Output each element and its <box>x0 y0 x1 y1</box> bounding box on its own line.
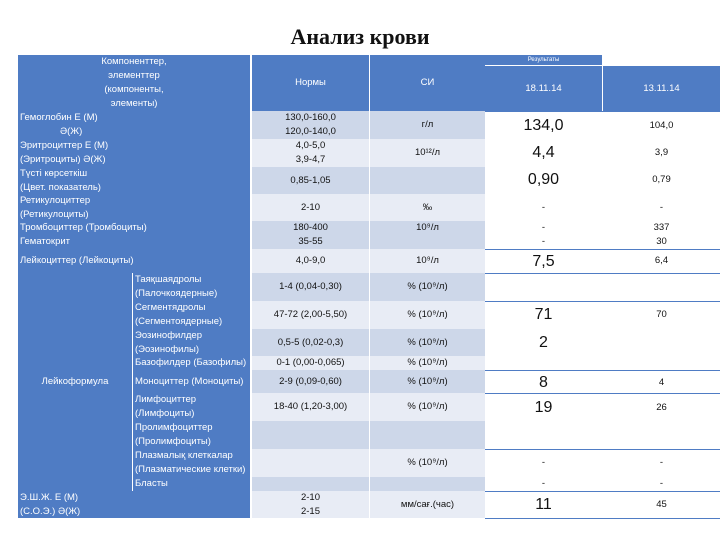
unit-monocytes: % (10⁹/л) <box>370 370 485 393</box>
row-name-hemoglobin: Гемоглобин Е (М) Ә(Ж) <box>18 111 250 139</box>
value-1-blasts: - <box>541 478 546 489</box>
value-1-esr: 11 <box>535 496 552 513</box>
value-2-hemoglobin: 104,0 <box>649 120 674 131</box>
header-date-2: 13.11.14 <box>603 66 720 111</box>
row-divider <box>485 449 720 450</box>
norm-erythrocytes: 4,0-5,0 3,9-4,7 <box>252 139 369 167</box>
unit-color-index <box>370 167 485 194</box>
header-date-1: 18.11.14 <box>485 66 602 111</box>
unit-segmented: % (10⁹/л) <box>370 301 485 329</box>
value-2-esr: 45 <box>656 499 667 510</box>
value-2-plasma-cells: - <box>659 457 664 468</box>
norm-reticulocytes: 2-10 <box>252 194 369 221</box>
row-name-basophils: Базофилдер (Базофилы) <box>133 356 250 370</box>
norm-blasts <box>252 477 369 491</box>
value-1-lymphocytes: 19 <box>534 399 553 416</box>
value-2-monocytes: 4 <box>658 376 665 388</box>
value-2-color-index: 0,79 <box>652 173 671 185</box>
value-2-lymphocytes: 26 <box>656 402 667 413</box>
row-name-lymphocytes: Лимфоциттер (Лимфоциты) <box>133 393 250 421</box>
header-norms: Нормы <box>252 55 369 111</box>
value-2-segmented: 70 <box>656 309 667 320</box>
value-1-hemoglobin: 134,0 <box>523 117 564 134</box>
row-name-prolymphocytes: Пролимфоциттер (Пролимфоциты) <box>133 421 250 449</box>
value-2-reticulocytes: - <box>659 201 664 213</box>
norm-plasma-cells <box>252 449 369 477</box>
value-1-reticulocytes: - <box>541 201 546 213</box>
row-name-erythrocytes: Эритроциттер Е (М) (Эритроциты) Ә(Ж) <box>18 139 250 167</box>
page-title: Анализ крови <box>290 24 430 49</box>
value-2-platelets: 337 <box>653 222 670 233</box>
norm-prolymphocytes <box>252 421 369 449</box>
row-divider <box>485 301 720 302</box>
norm-platelets: 180-400 <box>252 221 369 235</box>
norm-segmented: 47-72 (2,00-5,50) <box>252 301 369 329</box>
unit-platelets: 10⁹/л <box>370 221 485 235</box>
unit-esr: мм/сағ.(час) <box>370 491 485 518</box>
unit-stab: % (10⁹/л) <box>370 273 485 301</box>
unit-hematocrit <box>370 235 485 249</box>
row-name-blasts: Бласты <box>133 477 250 491</box>
row-name-eosinophils: Эозинофилдер (Эозинофилы) <box>133 329 250 356</box>
norm-leukocytes: 4,0-9,0 <box>252 249 369 273</box>
norm-esr: 2-10 2-15 <box>252 491 369 518</box>
unit-erythrocytes: 10¹²/л <box>370 139 485 167</box>
unit-basophils: % (10⁹/л) <box>370 356 485 370</box>
value-1-eosinophils: 2 <box>539 333 548 351</box>
row-divider <box>485 393 720 394</box>
value-1-plasma-cells: - <box>541 457 546 468</box>
leukoformula-label: Лейкоформула <box>18 273 132 491</box>
unit-eosinophils: % (10⁹/л) <box>370 329 485 356</box>
norm-hemoglobin: 130,0-160,0 120,0-140,0 <box>252 111 369 139</box>
norm-basophils: 0-1 (0,00-0,065) <box>252 356 369 370</box>
value-1-segmented: 71 <box>534 306 553 323</box>
unit-blasts <box>370 477 485 491</box>
unit-prolymphocytes <box>370 421 485 449</box>
value-1-color-index: 0,90 <box>527 170 560 188</box>
header-components: Компоненттер, элементтер (компоненты, элементы) <box>18 55 250 111</box>
unit-hemoglobin: г/л <box>370 111 485 139</box>
norm-eosinophils: 0,5-5 (0,02-0,3) <box>252 329 369 356</box>
row-divider <box>485 491 720 492</box>
row-name-reticulocytes: Ретикулоциттер (Ретикулоциты) <box>18 194 250 221</box>
row-name-monocytes: Моноциттер (Моноциты) <box>133 370 250 393</box>
norm-hematocrit: 35-55 <box>252 235 369 249</box>
row-name-segmented: Сегментядролы (Сегментоядерные) <box>133 301 250 329</box>
row-divider <box>485 273 720 274</box>
row-name-hematocrit: Гематокрит <box>18 235 250 249</box>
row-name-leukocytes: Лейкоциттер (Лейкоциты) <box>18 249 250 273</box>
unit-leukocytes: 10⁹/л <box>370 249 485 273</box>
value-2-blasts: - <box>659 478 664 489</box>
row-divider <box>485 518 720 519</box>
value-2-leukocytes: 6,4 <box>654 255 669 266</box>
norm-color-index: 0,85-1,05 <box>252 167 369 194</box>
row-divider <box>485 370 720 371</box>
norm-lymphocytes: 18-40 (1,20-3,00) <box>252 393 369 421</box>
header-si: СИ <box>370 55 485 111</box>
unit-reticulocytes: ‰ <box>370 194 485 221</box>
value-2-erythrocytes: 3,9 <box>654 147 669 158</box>
row-name-platelets: Тромбоциттер (Тромбоциты) <box>18 221 250 235</box>
row-name-color-index: Түсті көрсеткіш (Цвет. показатель) <box>18 167 250 194</box>
row-name-stab: Таяқшаядролы (Палочкоядерные) <box>133 273 250 301</box>
norm-stab: 1-4 (0,04-0,30) <box>252 273 369 301</box>
row-divider <box>485 111 720 112</box>
header-results: Результаты <box>485 55 602 65</box>
row-name-plasma-cells: Плазмалық клеткалар (Плазматические клетки) <box>133 449 250 477</box>
value-1-platelets: - <box>541 222 546 233</box>
norm-monocytes: 2-9 (0,09-0,60) <box>252 370 369 393</box>
value-1-monocytes: 8 <box>539 373 548 391</box>
value-2-hematocrit: 30 <box>656 236 667 247</box>
value-1-hematocrit: - <box>541 236 546 247</box>
unit-lymphocytes: % (10⁹/л) <box>370 393 485 421</box>
row-name-esr: Э.Ш.Ж. Е (М) (С.О.Э.) Ә(Ж) <box>18 491 250 518</box>
row-divider <box>485 249 720 250</box>
value-1-leukocytes: 7,5 <box>532 253 555 270</box>
value-1-erythrocytes: 4,4 <box>532 144 555 161</box>
unit-plasma-cells: % (10⁹/л) <box>370 449 485 477</box>
